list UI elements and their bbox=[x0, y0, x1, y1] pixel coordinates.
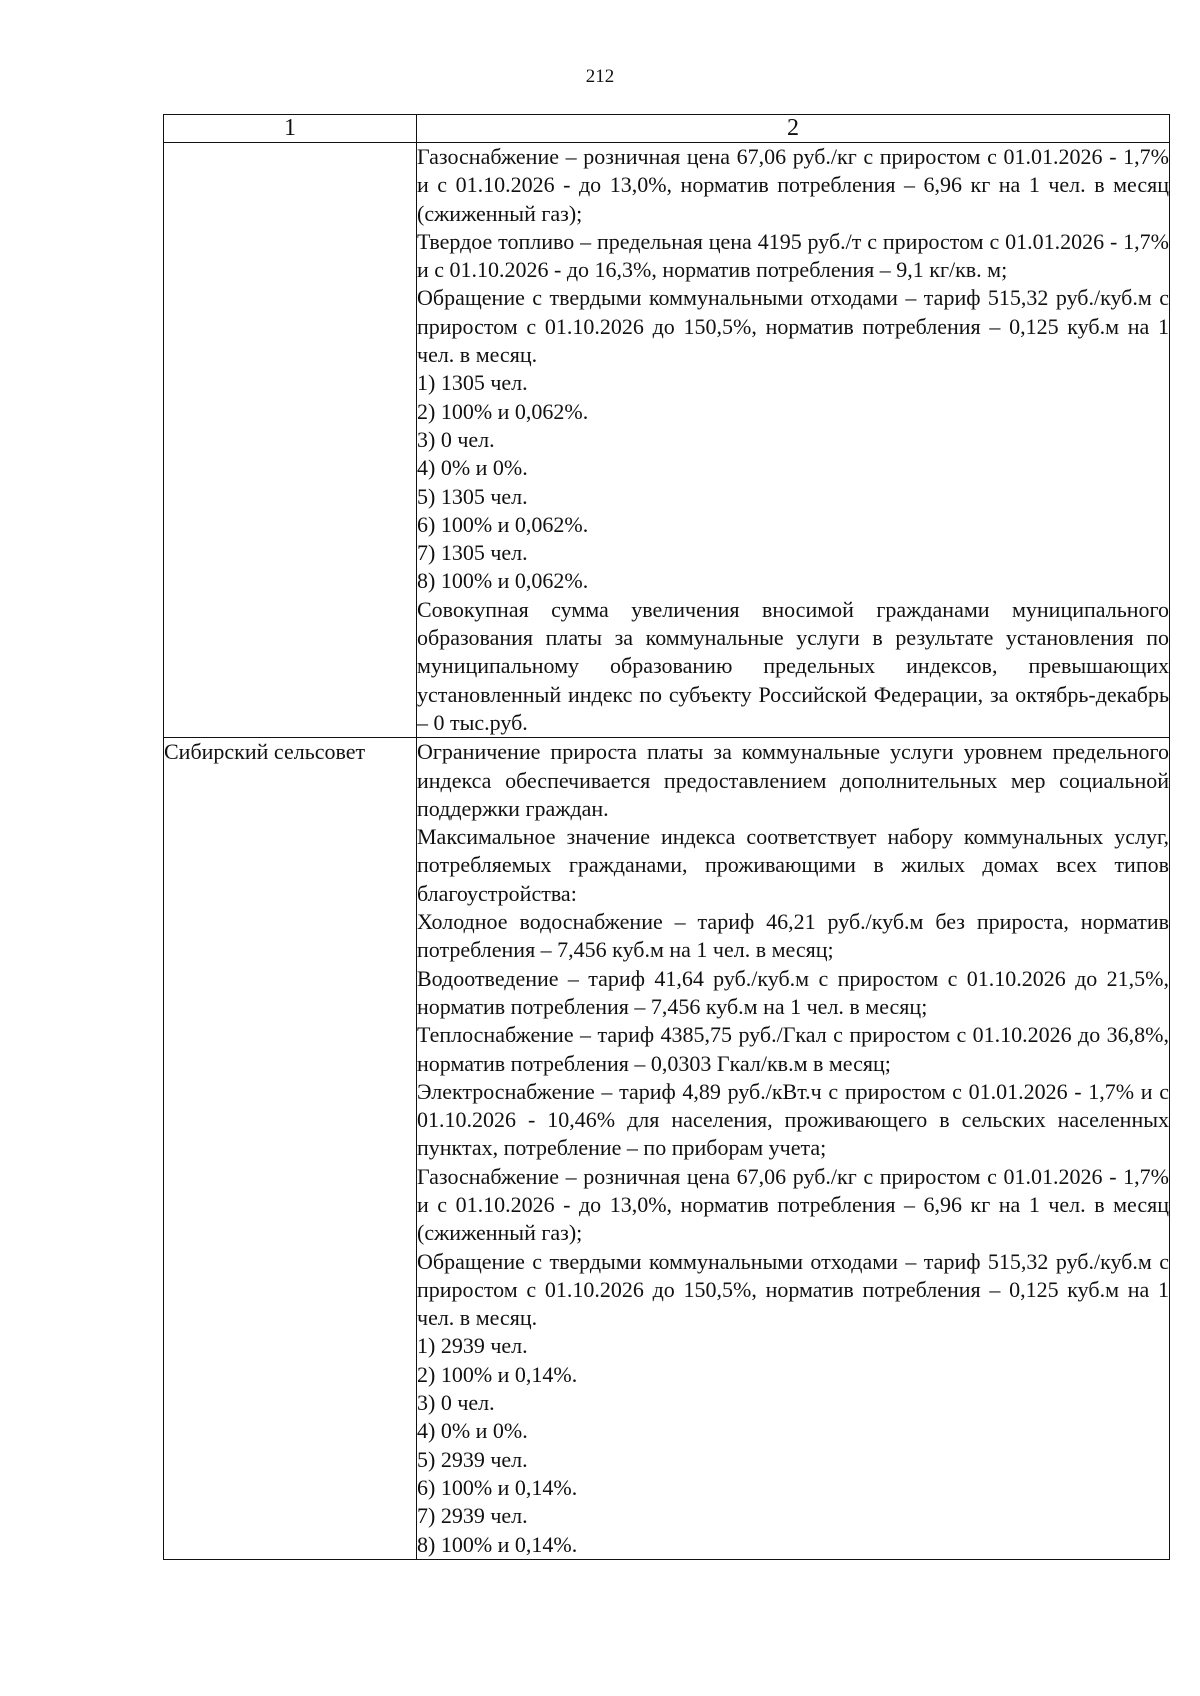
numbered-item: 1) 1305 чел. bbox=[417, 370, 528, 396]
page-number: 212 bbox=[585, 66, 615, 87]
description-paragraph: Ограничение прироста платы за коммунальные услуги уровнем предельного индекса обеспечивается предоставлением дополнительных мер социальной поддержки граждан. bbox=[417, 739, 1169, 821]
description-paragraph: Твердое топливо – предельная цена 4195 руб./т с приростом с 01.01.2026 - 1,7% и с 01.10.2026 - до 16,3%, норматив потребления – 9,1 кг/кв. м; bbox=[417, 228, 1169, 283]
numbered-item: 7) 1305 чел. bbox=[417, 540, 528, 566]
numbered-item: 5) 2939 чел. bbox=[417, 1446, 528, 1472]
description-paragraph: Электроснабжение – тариф 4,89 руб./кВт.ч с приростом с 01.01.2026 - 1,7% и с 01.10.2026 - 10,46% для населения, проживающего в сельских населенных пунктах, потребление – по приборам учета; bbox=[417, 1078, 1169, 1161]
numbered-item: 2) 100% и 0,062%. bbox=[417, 398, 589, 424]
description-paragraph: Холодное водоснабжение – тариф 46,21 руб./куб.м без прироста, норматив потребления – 7,456 куб.м на 1 чел. в месяц; bbox=[417, 909, 1169, 963]
numbered-item: 4) 0% и 0%. bbox=[417, 455, 528, 481]
municipality-name: Сибирский сельсовет bbox=[164, 738, 417, 1560]
table-row bbox=[164, 738, 1170, 1560]
description-paragraph: Водоотведение – тариф 41,64 руб./куб.м с приростом с 01.10.2026 до 21,5%, норматив потребления – 7,456 куб.м на 1 чел. в месяц; bbox=[417, 965, 1169, 1019]
description-cell bbox=[417, 738, 1170, 1560]
numbered-item: 1) 2939 чел. bbox=[417, 1333, 528, 1359]
numbered-item: 6) 100% и 0,14%. bbox=[417, 1474, 578, 1500]
description-paragraph: Обращение с твердыми коммунальными отходами – тариф 515,32 руб./куб.м с приростом с 01.10.2026 до 150,5%, норматив потребления – 0,125 куб.м на 1 чел. в месяц. bbox=[417, 285, 1169, 368]
municipality-name bbox=[164, 143, 417, 738]
numbered-item: 8) 100% и 0,14%. bbox=[417, 1531, 578, 1557]
description-cell bbox=[417, 143, 1170, 738]
document-table bbox=[163, 114, 1170, 1560]
description-paragraph: Обращение с твердыми коммунальными отходами – тариф 515,32 руб./куб.м с приростом с 01.10.2026 до 150,5%, норматив потребления – 0,125 куб.м на 1 чел. в месяц. bbox=[417, 1248, 1169, 1331]
numbered-item: 6) 100% и 0,062%. bbox=[417, 511, 589, 537]
description-paragraph: Газоснабжение – розничная цена 67,06 руб./кг с приростом с 01.01.2026 - 1,7% и с 01.10.2026 - до 13,0%, норматив потребления – 6,96 кг на 1 чел. в месяц (сжиженный газ); bbox=[417, 144, 1169, 226]
numbered-item: 8) 100% и 0,062%. bbox=[417, 568, 589, 594]
numbered-item: 3) 0 чел. bbox=[417, 426, 495, 452]
summary-paragraph: Совокупная сумма увеличения вносимой гражданами муниципального образования платы за коммунальные услуги в результате установления по муниципальному образованию предельных индексов, превышающих установленный индекс по субъекту Российской Федерации, за октябрь-декабрь – 0 тыс.руб. bbox=[417, 596, 1169, 735]
numbered-item: 7) 2939 чел. bbox=[417, 1503, 528, 1529]
column-header-1: 1 bbox=[164, 115, 417, 143]
table-header-row bbox=[164, 115, 1170, 143]
numbered-item: 3) 0 чел. bbox=[417, 1390, 495, 1416]
description-paragraph: Газоснабжение – розничная цена 67,06 руб./кг с приростом с 01.01.2026 - 1,7% и с 01.10.2026 - до 13,0%, норматив потребления – 6,96 кг на 1 чел. в месяц (сжиженный газ); bbox=[417, 1163, 1169, 1246]
numbered-item: 2) 100% и 0,14%. bbox=[417, 1361, 578, 1387]
numbered-item: 5) 1305 чел. bbox=[417, 483, 528, 509]
description-paragraph: Максимальное значение индекса соответствует набору коммунальных услуг, потребляемых гражданами, проживающими в жилых домах всех типов благоустройства: bbox=[417, 824, 1169, 906]
description-paragraph: Теплоснабжение – тариф 4385,75 руб./Гкал с приростом с 01.10.2026 до 36,8%, норматив потребления – 0,0303 Гкал/кв.м в месяц; bbox=[417, 1022, 1169, 1076]
column-header-2: 2 bbox=[417, 115, 1170, 143]
table-row bbox=[164, 143, 1170, 738]
numbered-item: 4) 0% и 0%. bbox=[417, 1418, 528, 1444]
